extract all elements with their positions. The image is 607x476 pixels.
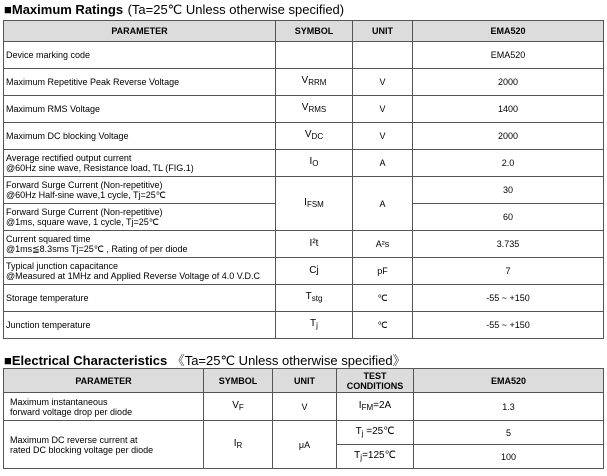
param-line-2: @60Hz Half-sine wave,1 cycle, Tj=25℃: [6, 190, 166, 200]
param-line-1: Forward Surge Current (Non-repetitive): [6, 207, 163, 217]
test-cell: $T_j=125℃$: [337, 445, 414, 469]
header-test-line-2: CONDITIONS: [346, 380, 404, 391]
elec-chars-table: [3, 368, 604, 469]
table-row: [4, 312, 604, 339]
value-cell: 1400: [413, 96, 604, 123]
symbol-cell: $I_{FSM}$: [276, 177, 353, 231]
symbol-cell: $T_j$: [276, 312, 353, 339]
symbol-cell: $I_O$: [276, 150, 353, 177]
symbol-cell: Cj: [276, 258, 353, 285]
table-row: [4, 285, 604, 312]
param-cell: Maximum Repetitive Peak Reverse Voltage: [4, 69, 276, 96]
header-part: EMA520: [413, 21, 604, 42]
table-row: [4, 150, 604, 177]
symbol-cell: $V_{DC}$: [276, 123, 353, 150]
symbol-cell: $T_{stg}$: [276, 285, 353, 312]
table-row: [4, 123, 604, 150]
symbol-cell: $V_F$: [204, 393, 273, 421]
value-cell: 2000: [413, 69, 604, 96]
unit-cell: V: [273, 393, 337, 421]
unit-cell: ℃: [353, 285, 413, 312]
param-line-1: Average rectified output current: [6, 153, 132, 163]
value-cell: -55 ~ +150: [413, 285, 604, 312]
symbol-cell: $I_R$: [204, 421, 273, 469]
param-line-2: @1ms, square wave, 1 cycle, Tj=25℃: [6, 217, 159, 227]
value-cell: EMA520: [413, 42, 604, 69]
unit-cell: A: [353, 177, 413, 231]
header-part: EMA520: [414, 369, 604, 393]
elec-chars-condition: 《Ta=25℃ Unless otherwise specified》: [171, 353, 406, 368]
param-cell: Device marking code: [4, 42, 276, 69]
param-cell: [4, 231, 276, 258]
param-cell: [4, 258, 276, 285]
section-bullet: ■: [4, 353, 12, 368]
elec-chars-title: Electrical Characteristics: [11, 353, 168, 368]
symbol-cell: [276, 42, 353, 69]
table-row: [4, 258, 604, 285]
symbol-cell: I²t: [276, 231, 353, 258]
symbol-cell: $V_{RMS}$: [276, 96, 353, 123]
value-cell: 30: [413, 177, 604, 204]
unit-cell: ℃: [353, 312, 413, 339]
test-cell: $T_j$ =25℃: [337, 421, 414, 445]
param-line-2: forward voltage drop per diode: [10, 406, 133, 417]
header-test-line-1: TEST: [363, 370, 387, 381]
header-symbol: SYMBOL: [204, 369, 273, 393]
header-parameter: PARAMETER: [4, 21, 276, 42]
max-ratings-title: Maximum Ratings: [11, 2, 124, 17]
header-symbol: SYMBOL: [276, 21, 353, 42]
param-line-2: @60Hz sine wave, Resistance load, TL (FIG.1): [6, 163, 194, 173]
table-row: [4, 421, 604, 445]
max-ratings-condition: (Ta=25℃ Unless otherwise specified): [127, 2, 345, 17]
header-unit: UNIT: [353, 21, 413, 42]
param-cell: Storage temperature: [4, 285, 276, 312]
unit-cell: V: [353, 123, 413, 150]
table-row: [4, 96, 604, 123]
table-row: [4, 177, 604, 204]
param-line-1: Forward Surge Current (Non-repetitive): [6, 180, 163, 190]
table-row: [4, 69, 604, 96]
value-cell: 60: [413, 204, 604, 231]
unit-cell: pF: [353, 258, 413, 285]
param-cell: Maximum DC blocking Voltage: [4, 123, 276, 150]
param-cell: [4, 150, 276, 177]
param-line-2: rated DC blocking voltage per diode: [10, 444, 154, 455]
param-line-1: Typical junction capacitance: [6, 261, 119, 271]
table-row: [4, 42, 604, 69]
value-cell: 1.3: [414, 393, 604, 421]
param-line-1: Maximum DC reverse current at: [10, 434, 138, 445]
unit-cell: V: [353, 96, 413, 123]
elec-chars-heading: [4, 350, 406, 370]
symbol-cell: $V_{RRM}$: [276, 69, 353, 96]
table-row: [4, 393, 604, 421]
unit-cell: A²s: [353, 231, 413, 258]
unit-cell: μA: [273, 421, 337, 469]
param-cell: [4, 177, 276, 204]
param-cell: [4, 204, 276, 231]
value-cell: -55 ~ +150: [413, 312, 604, 339]
max-ratings-heading: [4, 1, 344, 19]
section-bullet: ■: [4, 2, 12, 17]
table-header-row: [4, 21, 604, 42]
value-cell: 100: [414, 445, 604, 469]
param-line-2: @1ms≦8.3sms Tj=25℃ , Rating of per diode: [6, 244, 188, 254]
value-cell: 2.0: [413, 150, 604, 177]
param-cell: [4, 393, 204, 421]
value-cell: 7: [413, 258, 604, 285]
param-cell: Maximum RMS Voltage: [4, 96, 276, 123]
value-cell: 2000: [413, 123, 604, 150]
table-header-row: [4, 369, 604, 393]
header-unit: UNIT: [273, 369, 337, 393]
param-line-1: Current squared time: [6, 234, 91, 244]
unit-cell: V: [353, 69, 413, 96]
unit-cell: [353, 42, 413, 69]
test-cell: $I_{FM}=2A$: [337, 393, 414, 421]
max-ratings-table: [3, 20, 604, 339]
param-line-2: @Measured at 1MHz and Applied Reverse Voltage of 4.0 V.D.C: [6, 271, 260, 281]
param-cell: [4, 421, 204, 469]
param-line-1: Maximum instantaneous: [10, 396, 108, 407]
unit-cell: A: [353, 150, 413, 177]
value-cell: 3.735: [413, 231, 604, 258]
param-cell: Junction temperature: [4, 312, 276, 339]
table-row: [4, 231, 604, 258]
header-parameter: PARAMETER: [4, 369, 204, 393]
header-test-conditions: [337, 369, 414, 393]
value-cell: 5: [414, 421, 604, 445]
